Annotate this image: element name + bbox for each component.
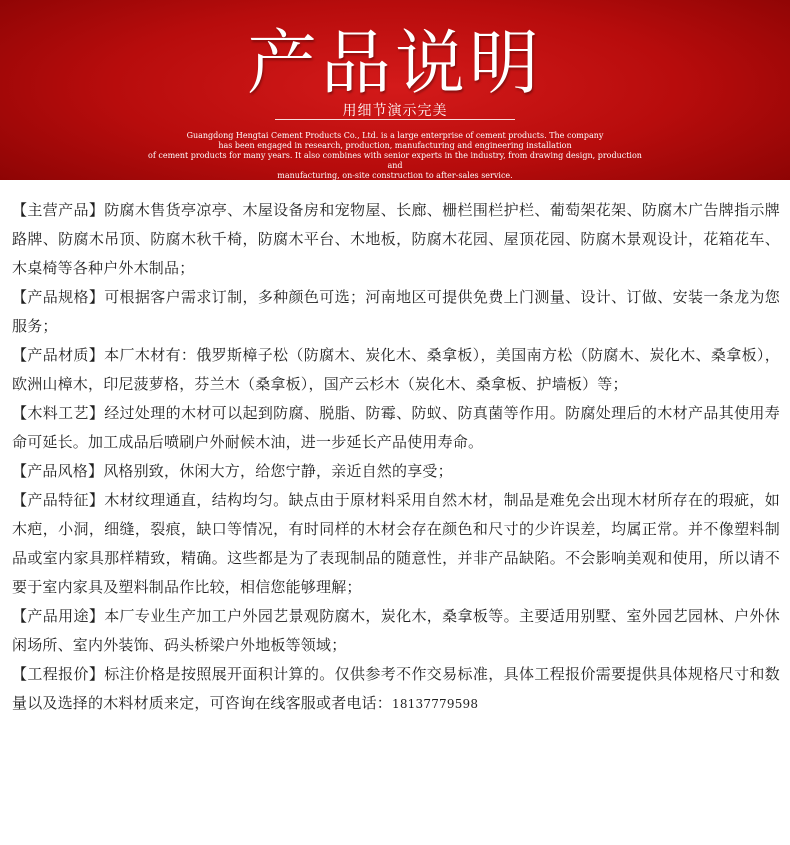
banner-title: 产品说明 <box>247 22 543 104</box>
section-text: 经过处理的木材可以起到防腐、脱脂、防霉、防蚁、防真菌等作用。防腐处理后的木材产品其使用寿命可延长。加工成品后喷刷户外耐候木油，进一步延长产品使用寿命。 <box>12 404 780 451</box>
header-banner <box>0 0 790 180</box>
section-quotation <box>12 660 780 719</box>
section-text: 本厂木材有：俄罗斯樟子松（防腐木、炭化木、桑拿板），美国南方松（防腐木、炭化木、桑拿板），欧洲山樟木，印尼菠萝格，芬兰木（桑拿板），国产云杉木（炭化木、桑拿板、护墙板）等； <box>12 346 780 393</box>
product-description <box>12 196 780 719</box>
english-line: manufacturing, on-site construction to after-sales service. <box>277 171 513 180</box>
english-line: Guangdong Hengtai Cement Products Co., Ltd. is a large enterprise of cement products. The company <box>186 131 604 140</box>
section-text: 木材纹理通直，结构均匀。缺点由于原材料采用自然木材，制品是难免会出现木材所存在的瑕疵，如木疤，小洞，细缝，裂痕，缺口等情况，有时同样的木材会存在颜色和尺寸的少许误差，均属正常。并不像塑料制品或室内家具那样精致，精确。这些都是为了表现制品的随意性，并非产品缺陷。不会影响美观和使用，所以请不要于室内家具及塑料制品作比较，相信您能够理解； <box>12 491 780 596</box>
section-text: 防腐木售货亭凉亭、木屋设备房和宠物屋、长廊、栅栏围栏护栏、葡萄架花架、防腐木广告牌指示牌路牌、防腐木吊顶、防腐木秋千椅，防腐木平台、木地板，防腐木花园、屋顶花园、防腐木景观设计，花箱花车、木桌椅等各种户外木制品； <box>12 201 780 277</box>
section-text: 本厂专业生产加工户外园艺景观防腐木，炭化木，桑拿板等。主要适用别墅、室外园艺园林、户外休闲场所、室内外装饰、码头桥梁户外地板等领域； <box>12 607 780 654</box>
section-label: 【木料工艺】 <box>12 404 105 422</box>
section-label: 【产品用途】 <box>12 607 105 625</box>
banner-english-text <box>145 131 645 180</box>
section-specifications <box>12 283 780 341</box>
section-text: 标注价格是按照展开面积计算的。仅供参考不作交易标准，具体工程报价需要提供具体规格尺寸和数量以及选择的木料材质来定，可咨询在线客服或者电话： <box>12 665 780 712</box>
section-usage <box>12 602 780 660</box>
section-materials <box>12 341 780 399</box>
section-label: 【主营产品】 <box>12 201 105 219</box>
section-text: 风格别致，休闲大方，给您宁静，亲近自然的享受； <box>103 462 453 480</box>
section-wood-process <box>12 399 780 457</box>
section-main-products <box>12 196 780 283</box>
english-line: of cement products for many years. It also combines with senior experts in the industry, from drawing design, production and <box>148 151 642 170</box>
section-label: 【工程报价】 <box>12 665 105 683</box>
section-text: 可根据客户需求订制，多种颜色可选；河南地区可提供免费上门测量、设计、订做、安装一条龙为您服务； <box>12 288 780 335</box>
section-label: 【产品特征】 <box>12 491 105 509</box>
phone-number: 18137779598 <box>392 697 479 711</box>
section-features <box>12 486 780 602</box>
section-label: 【产品材质】 <box>12 346 105 364</box>
english-line: has been engaged in research, production, manufacturing and engineering installation <box>218 141 572 150</box>
section-style <box>12 457 780 486</box>
section-label: 【产品规格】 <box>12 288 105 306</box>
section-label: 【产品风格】 <box>12 462 104 480</box>
banner-divider <box>275 119 515 120</box>
banner-subtitle: 用细节演示完美 <box>342 103 448 119</box>
